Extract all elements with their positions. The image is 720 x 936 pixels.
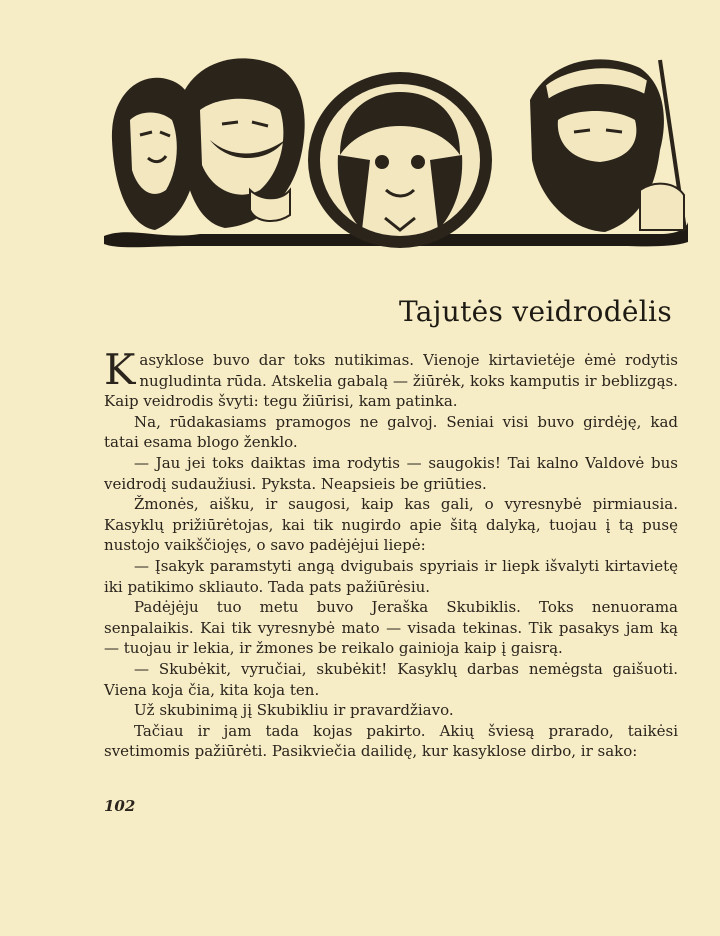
paragraph: Tačiau ir jam tada kojas pakirto. Akių šviesą prarado, taikėsi svetimomis pažiūrėti. Pasikviečia dailidę, kur kasyklose dirbo, ir sako: bbox=[104, 721, 678, 761]
paragraph: — Skubėkit, vyručiai, skubėkit! Kasyklų darbas nemėgsta gaišuoti. Viena koja čia, kita koja ten. bbox=[104, 659, 678, 699]
drop-cap-letter: K bbox=[104, 345, 136, 394]
paragraph-text: asyklose buvo dar toks nutikimas. Vienoje kirtavietėje ėmė rodytis nugludinta rūda. Atskelia gabalą — žiūrėk, koks kamputis ir beblizgąs. Kaip veidrodis švyti: tegu žiūrisi, kam patinka. bbox=[104, 351, 678, 411]
mirror-girl-icon bbox=[308, 72, 492, 248]
face-bearded-icon bbox=[530, 59, 685, 232]
paragraph: Žmonės, aišku, ir saugosi, kaip kas gali, o vyresnybė pirmiausia. Kasyklų prižiūrėtojas, kai tik nugirdo apie šitą dalyką, tuojau į tą pusę nustojo vaikščiojęs, o savo padėjėjui liepė: bbox=[104, 495, 678, 555]
paragraph: Už skubinimą jį Skubikliu ir pravardžiavo. bbox=[134, 701, 454, 720]
page-number: 102 bbox=[104, 797, 136, 815]
paragraph: — Įsakyk paramstyti angą dvigubais spyriais ir liepk išvalyti kirtavietę iki patikimo skliauto. Tada pats pažiūrėsiu. bbox=[104, 556, 678, 596]
face-moustache-icon bbox=[180, 58, 305, 228]
paragraph: Padėjėju tuo metu buvo Jeraška Skubiklis. Toks nenuorama senpalaikis. Kai tik vyresnybė mato — visada tekinas. Tik pasakys jam ką — tuojau ir lekia, ir žmones be reikalo gainioja kaip į gaisrą. bbox=[104, 598, 678, 658]
paragraph: — Jau jei toks daiktas ima rodytis — saugokis! Tai kalno Valdovė bus veidrodį sudaužiusi. Pyksta. Neapsieis be griūties. bbox=[104, 453, 678, 493]
chapter-title: Tajutės veidrodėlis bbox=[399, 294, 672, 328]
paragraph-first bbox=[104, 345, 678, 412]
paragraph: Na, rūdakasiams pramogos ne galvoj. Seniai visi buvo girdėję, kad tatai esama blogo ženklo. bbox=[104, 412, 678, 452]
chapter-text bbox=[104, 345, 678, 762]
woodcut-illustration bbox=[100, 40, 690, 255]
